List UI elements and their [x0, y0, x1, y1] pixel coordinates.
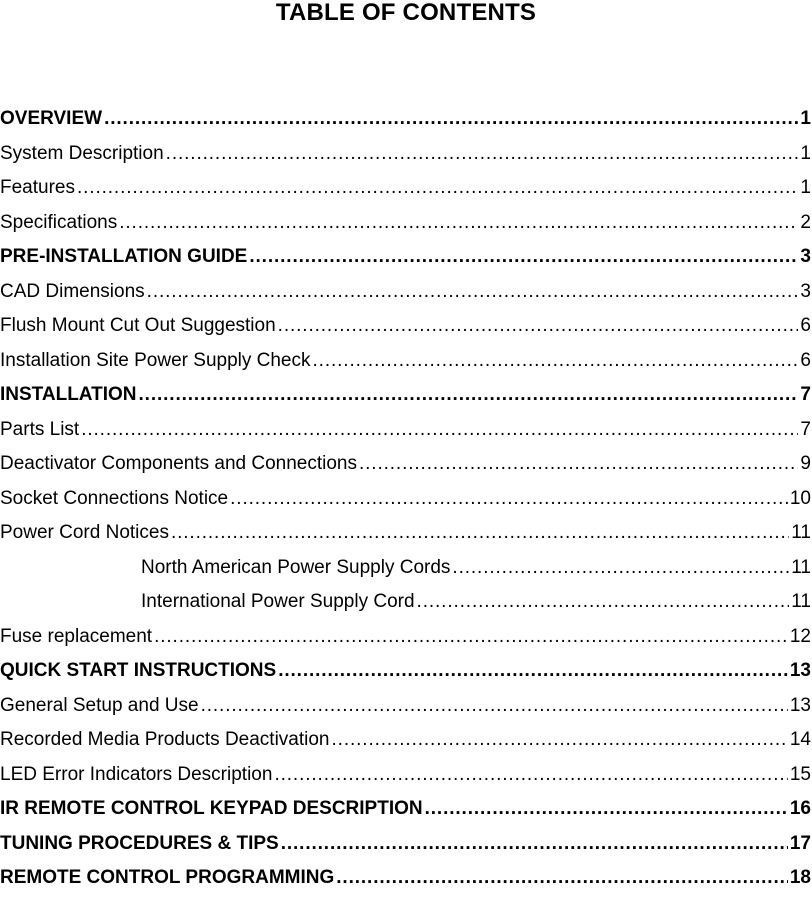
toc-dot-leader [452, 557, 789, 579]
toc-entry-label: Features [0, 177, 75, 198]
toc-entry-label: Specifications [0, 211, 118, 233]
toc-entry-page-number: 7 [800, 384, 811, 405]
toc-dot-leader [154, 626, 788, 648]
toc-entry[interactable] [0, 384, 811, 419]
toc-entry[interactable] [0, 108, 811, 143]
toc-entry[interactable] [0, 591, 811, 626]
toc-dot-leader [281, 833, 788, 855]
toc-entry-page-number: 6 [800, 315, 811, 336]
toc-dot-leader [147, 281, 799, 303]
toc-dot-leader [104, 108, 798, 130]
toc-entry-label: Installation Site Power Supply Check [0, 349, 311, 371]
toc-dot-leader [166, 143, 799, 165]
toc-entry-page-number: 13 [789, 694, 811, 716]
toc-entry-label: INSTALLATION [0, 384, 137, 405]
toc-entry-page-number: 12 [789, 625, 811, 647]
toc-entry-page-number: 1 [800, 142, 811, 164]
toc-dot-leader [274, 764, 787, 786]
toc-entry[interactable] [0, 764, 811, 799]
toc-entry-label: General Setup and Use [0, 694, 199, 716]
toc-entry[interactable] [0, 143, 811, 178]
toc-entry-label: International Power Supply Cord [141, 591, 415, 612]
toc-entry-label: Recorded Media Products Deactivation [0, 729, 330, 750]
toc-entry-label: Flush Mount Cut Out Suggestion [0, 315, 276, 336]
toc-entry-label: TUNING PROCEDURES & TIPS [0, 832, 279, 854]
toc-entry-label: PRE-INSTALLATION GUIDE [0, 246, 248, 267]
toc-entry[interactable] [0, 660, 811, 695]
toc-dot-leader [278, 315, 799, 337]
toc-dot-leader [119, 212, 798, 234]
toc-dot-leader [417, 591, 790, 613]
toc-entry[interactable] [0, 522, 811, 557]
toc-dot-leader [249, 246, 798, 268]
toc-entry[interactable] [0, 695, 811, 730]
toc-entry-page-number: 3 [800, 246, 811, 267]
toc-entry-label: IR REMOTE CONTROL KEYPAD DESCRIPTION [0, 798, 423, 819]
toc-entry[interactable] [0, 419, 811, 454]
toc-dot-leader [278, 660, 788, 682]
toc-entry-page-number: 1 [800, 177, 811, 198]
toc-entry-label: QUICK START INSTRUCTIONS [0, 660, 277, 681]
toc-entry[interactable] [0, 281, 811, 316]
toc-entry[interactable] [0, 833, 811, 868]
toc-entry[interactable] [0, 453, 811, 488]
toc-entry-label: LED Error Indicators Description [0, 763, 273, 785]
toc-entry-page-number: 11 [791, 556, 811, 578]
toc-entry-label: North American Power Supply Cords [141, 556, 451, 578]
toc-list [0, 108, 811, 902]
toc-entry[interactable] [0, 798, 811, 833]
toc-entry-page-number: 3 [800, 280, 811, 302]
toc-entry-page-number: 18 [789, 867, 811, 888]
toc-dot-leader [171, 522, 789, 544]
toc-entry[interactable] [0, 488, 811, 523]
toc-entry-page-number: 1 [800, 108, 811, 129]
toc-entry-page-number: 14 [789, 729, 811, 750]
toc-entry[interactable] [0, 626, 811, 661]
toc-entry-page-number: 16 [789, 798, 811, 819]
toc-entry-page-number: 2 [800, 211, 811, 233]
toc-entry-label: Deactivator Components and Connections [0, 453, 357, 474]
toc-entry-page-number: 17 [789, 832, 811, 854]
toc-entry-page-number: 11 [791, 591, 811, 612]
toc-dot-leader [336, 867, 788, 889]
toc-dot-leader [139, 384, 799, 406]
toc-entry[interactable] [0, 212, 811, 247]
toc-dot-leader [332, 729, 788, 751]
toc-entry-page-number: 10 [789, 487, 811, 509]
toc-entry[interactable] [0, 729, 811, 764]
toc-dot-leader [201, 695, 788, 717]
toc-entry-label: OVERVIEW [0, 108, 103, 129]
toc-entry-label: Parts List [0, 418, 80, 440]
toc-dot-leader [81, 419, 798, 441]
toc-entry-label: Power Cord Notices [0, 522, 169, 543]
toc-entry-label: Socket Connections Notice [0, 487, 229, 509]
toc-entry-label: REMOTE CONTROL PROGRAMMING [0, 867, 335, 888]
page-title: TABLE OF CONTENTS [275, 0, 537, 26]
toc-entry-page-number: 7 [800, 418, 811, 440]
toc-entry[interactable] [0, 350, 811, 385]
toc-entry[interactable] [0, 867, 811, 902]
toc-entry-page-number: 13 [789, 660, 811, 681]
toc-entry-page-number: 9 [800, 453, 811, 474]
toc-entry[interactable] [0, 557, 811, 592]
toc-entry-page-number: 6 [800, 349, 811, 371]
toc-entry-label: CAD Dimensions [0, 280, 145, 302]
toc-dot-leader [77, 177, 798, 199]
toc-entry-label: System Description [0, 142, 164, 164]
toc-entry[interactable] [0, 315, 811, 350]
toc-entry[interactable] [0, 177, 811, 212]
toc-dot-leader [425, 798, 788, 820]
toc-dot-leader [359, 453, 798, 475]
toc-entry-label: Fuse replacement [0, 625, 153, 647]
toc-entry[interactable] [0, 246, 811, 281]
toc-dot-leader [313, 350, 799, 372]
toc-entry-page-number: 15 [789, 763, 811, 785]
toc-dot-leader [230, 488, 788, 510]
toc-entry-page-number: 11 [791, 522, 811, 543]
